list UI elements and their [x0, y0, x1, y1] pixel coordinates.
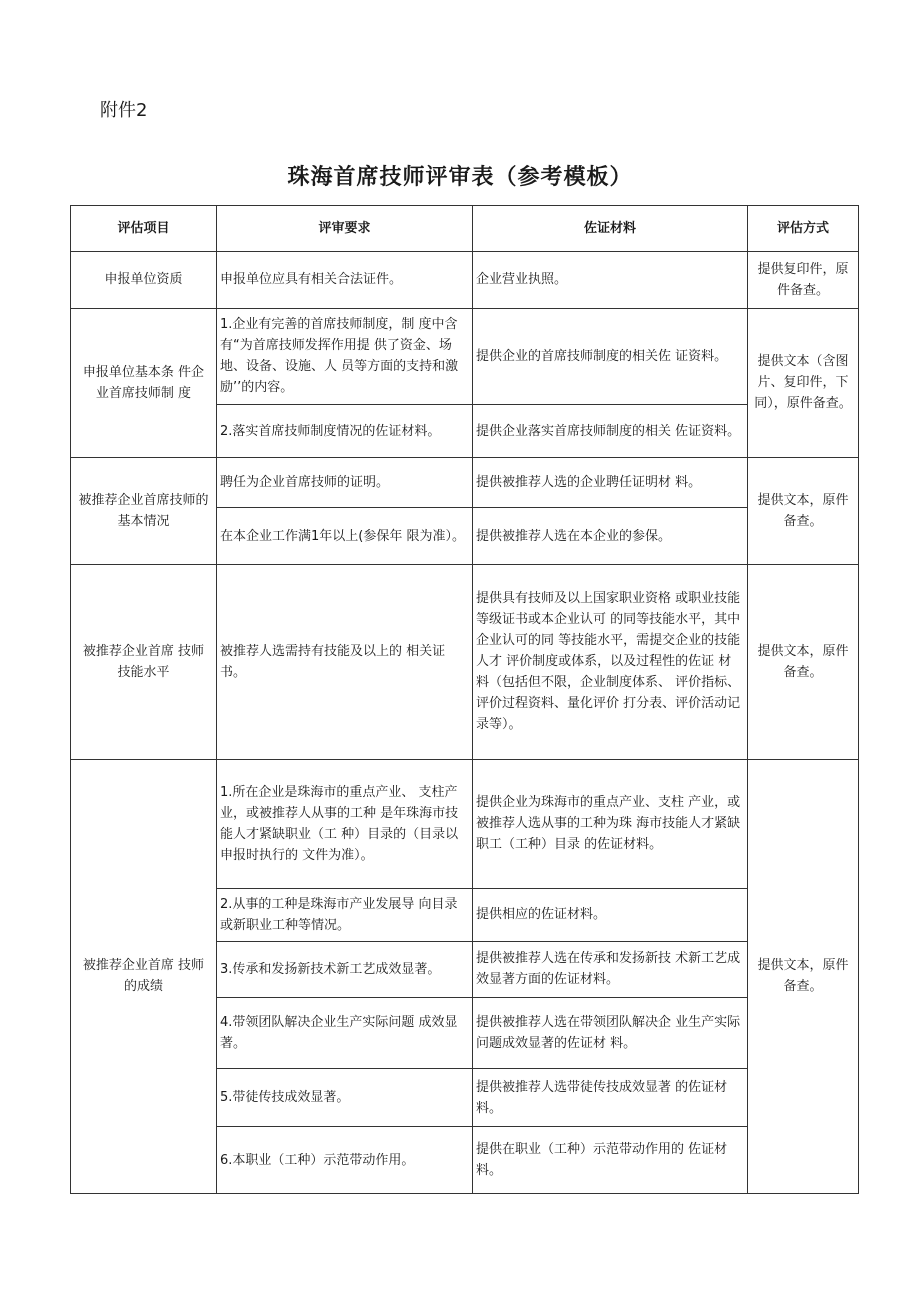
eval-method: 提供文本（含图片、复印件，下同），原件备查。 — [748, 308, 859, 457]
material-cell: 提供具有技师及以上国家职业资格 或职业技能等级证书或本企业认可 的同等技能水平，其中企业认可的同 等技能水平，需提交企业的技能人才 评价制度或体系，以及过程性的佐证 材料（包括但不限，企业制度体系、 评价指标、评价过程资料、量化评价 打分表、评价活动记录等）。 — [473, 564, 748, 759]
header-item: 评估项目 — [71, 206, 217, 252]
material-cell: 提供被推荐人选在本企业的参保。 — [473, 508, 748, 565]
material-cell: 提供被推荐人选的企业聘任证明材 料。 — [473, 457, 748, 507]
requirement-cell: 被推荐人选需持有技能及以上的 相关证书。 — [217, 564, 473, 759]
requirement-cell: 2.落实首席技师制度情况的佐证材料。 — [217, 405, 473, 458]
material-cell: 企业营业执照。 — [473, 252, 748, 309]
eval-item: 被推荐企业首席 技师的成绩 — [71, 759, 217, 1193]
table-header-row — [71, 206, 859, 252]
requirement-cell: 聘任为企业首席技师的证明。 — [217, 457, 473, 507]
material-cell: 提供企业落实首席技师制度的相关 佐证资料。 — [473, 405, 748, 458]
eval-method: 提供文本，原件备查。 — [748, 759, 859, 1193]
attachment-label: 附件2 — [100, 100, 148, 121]
material-cell: 提供在职业（工种）示范带动作用的 佐证材料。 — [473, 1127, 748, 1194]
table-row — [71, 564, 859, 759]
header-material: 佐证材料 — [473, 206, 748, 252]
requirement-cell: 1.企业有完善的首席技师制度，制 度中含有“为首席技师发挥作用提 供了资金、场地、设备、设施、人 员等方面的支持和激励’’的内容。 — [217, 308, 473, 405]
eval-item: 被推荐企业首席技师的基本情况 — [71, 457, 217, 564]
requirement-cell: 4.带领团队解决企业生产实际问题 成效显著。 — [217, 998, 473, 1069]
material-cell: 提供相应的佐证材料。 — [473, 889, 748, 942]
eval-method: 提供文本，原件备查。 — [748, 457, 859, 564]
requirement-cell: 5.带徒传技成效显著。 — [217, 1068, 473, 1127]
table-row — [71, 252, 859, 309]
table-row — [71, 308, 859, 405]
eval-method: 提供文本，原件备查。 — [748, 564, 859, 759]
requirement-cell: 6.本职业（工种）示范带动作用。 — [217, 1127, 473, 1194]
eval-item: 申报单位资质 — [71, 252, 217, 309]
eval-item: 被推荐企业首席 技师技能水平 — [71, 564, 217, 759]
table-row — [71, 457, 859, 507]
requirement-cell: 2.从事的工种是珠海市产业发展导 向目录或新职业工种等情况。 — [217, 889, 473, 942]
material-cell: 提供被推荐人选在传承和发扬新技 术新工艺成效显著方面的佐证材料。 — [473, 941, 748, 998]
material-cell: 提供被推荐人选带徒传技成效显著 的佐证材料。 — [473, 1068, 748, 1127]
material-cell: 提供被推荐人选在带领团队解决企 业生产实际问题成效显著的佐证材 料。 — [473, 998, 748, 1069]
eval-item: 申报单位基本条 件企业首席技师制 度 — [71, 308, 217, 457]
material-cell: 提供企业为珠海市的重点产业、支柱 产业，或被推荐人选从事的工种为珠 海市技能人才紧缺职工（工种）目录 的佐证材料。 — [473, 759, 748, 888]
header-requirement: 评审要求 — [217, 206, 473, 252]
material-cell: 提供企业的首席技师制度的相关佐 证资料。 — [473, 308, 748, 405]
requirement-cell: 3.传承和发扬新技术新工艺成效显著。 — [217, 941, 473, 998]
eval-method: 提供复印件，原件备查。 — [748, 252, 859, 309]
requirement-cell: 在本企业工作满1年以上(参保年 限为准）。 — [217, 508, 473, 565]
review-table — [70, 205, 859, 1194]
header-method: 评估方式 — [748, 206, 859, 252]
page-title: 珠海首席技师评审表（参考模板） — [287, 165, 633, 190]
requirement-cell: 申报单位应具有相关合法证件。 — [217, 252, 473, 309]
table-row — [71, 759, 859, 888]
requirement-cell: 1.所在企业是珠海市的重点产业、 支柱产业，或被推荐人从事的工种 是年珠海市技能人才紧缺职业（工 种）目录的（目录以申报时执行的 文件为准）。 — [217, 759, 473, 888]
